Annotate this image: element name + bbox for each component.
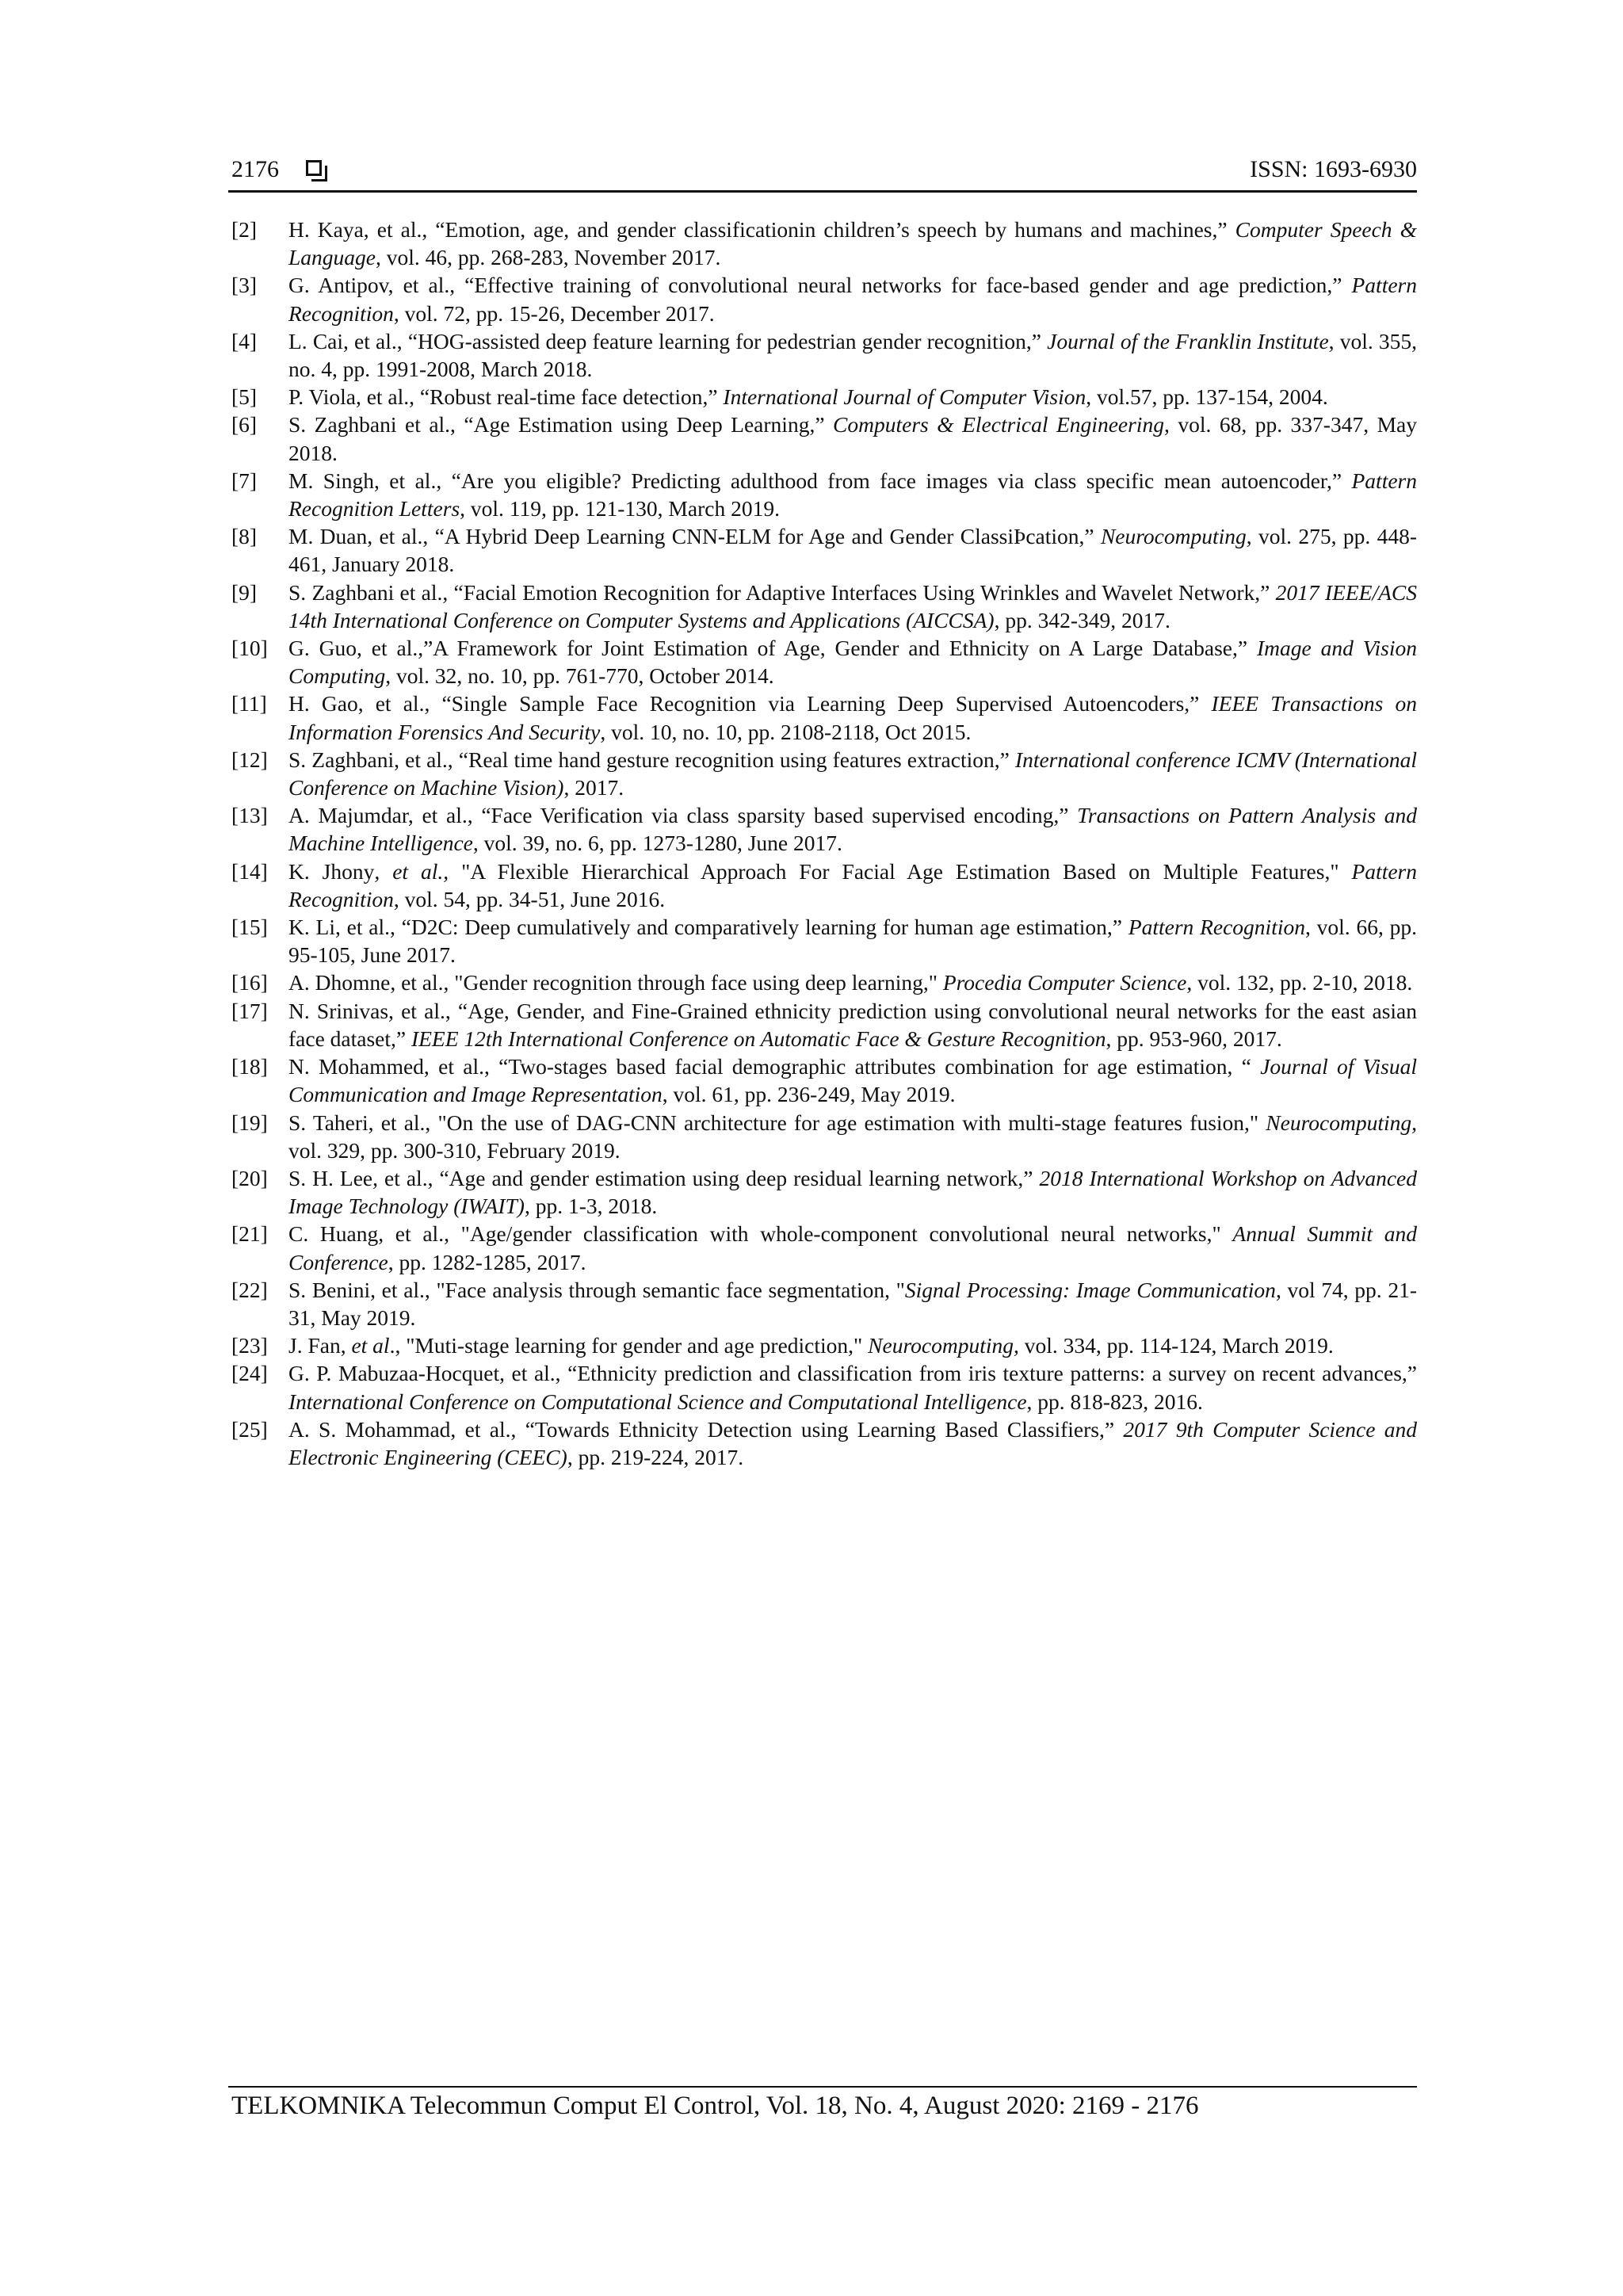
reference-number: [16] [231,970,268,995]
reference-text [288,271,1417,327]
reference-segment: N. Srinivas, et al., “Age, Gender, and Fine-Grained ethnicity prediction using convolutional neural networks for the east asian face dataset,” [288,998,1417,1051]
reference-segment: S. Benini, et al., "Face analysis through semantic face segmentation, " [288,1277,905,1302]
footer-rule [228,2086,1417,2088]
reference-number: [7] [231,468,258,493]
reference-text [288,1276,1417,1331]
checkbox-glyph-icon [306,160,322,176]
reference-number: [17] [231,998,268,1023]
reference-number: [9] [231,579,258,605]
reference-text [288,1052,1417,1108]
reference-segment: , pp. 1282-1285, 2017. [388,1249,586,1274]
reference-segment: "A Flexible Hierarchical Approach For Facial Age Estimation Based on Multiple Features," [449,858,1352,884]
reference-italic-segment: et al [351,1333,390,1358]
reference-item [231,913,1417,968]
reference-italic-segment: , et al., [374,858,449,884]
reference-segment: S. Zaghbani, et al., “Real time hand gesture recognition using features extraction,” [288,747,1015,772]
reference-text [288,1220,1417,1275]
reference-number: [23] [231,1333,268,1358]
reference-item [231,690,1417,745]
reference-italic-segment: Transactions on Pattern Analysis and Machine Intelligence [288,803,1417,856]
reference-text [288,690,1417,745]
reference-italic-segment: Pattern Recognition [288,273,1417,326]
reference-segment: , vol. 61, pp. 236-249, May 2019. [662,1082,956,1107]
reference-italic-segment: Procedia Computer Science [942,970,1187,995]
reference-item [231,801,1417,857]
reference-item [231,1331,1417,1359]
reference-italic-segment: Pattern Recognition [288,858,1417,911]
reference-item [231,327,1417,383]
reference-segment: , vol. 68, pp. 337-347, May 2018. [288,412,1417,465]
reference-segment: , pp. 818-823, 2016. [1026,1389,1203,1414]
reference-text [288,968,1417,996]
reference-item [231,746,1417,801]
reference-segment: , vol.57, pp. 137-154, 2004. [1086,384,1328,410]
reference-segment: , vol 74, pp. 21-31, May 2019. [288,1277,1417,1330]
header-rule [228,190,1417,193]
reference-text [288,522,1417,578]
reference-segment: , vol. 10, no. 10, pp. 2108-2118, Oct 2015. [600,719,972,744]
reference-italic-segment: International conference ICMV (International Conference on Machine Vision) [288,747,1417,800]
reference-segment: M. Singh, et al., “Are you eligible? Predicting adulthood from face images via class specific mean autoencoder,” [288,468,1352,493]
reference-segment: J. Fan, [288,1333,352,1358]
reference-number: [2] [231,217,258,242]
reference-segment: , vol. 119, pp. 121-130, March 2019. [460,496,780,521]
reference-segment: C. Huang, et al., "Age/gender classification with whole-component convolutional neural networks," [288,1221,1233,1247]
reference-item [231,579,1417,634]
reference-italic-segment: Neurocomputing, [1266,1110,1417,1135]
reference-italic-segment: Computer Speech & Language [288,217,1418,270]
reference-number: [5] [231,384,258,410]
reference-item [231,634,1417,690]
reference-item [231,968,1417,996]
reference-number: [10] [231,636,268,661]
reference-text [288,634,1417,690]
reference-number: [18] [231,1054,268,1079]
reference-text [288,1164,1417,1220]
reference-text [288,1331,1417,1359]
reference-item [231,411,1417,466]
reference-item [231,1415,1417,1471]
reference-italic-segment: 2018 International Workshop on Advanced Image Technology (IWAIT) [288,1165,1417,1219]
reference-number: [21] [231,1221,268,1247]
reference-italic-segment: International Conference on Computational Science and Computational Intelligence [288,1389,1027,1414]
reference-text [288,327,1417,383]
reference-number: [8] [231,524,258,549]
reference-number: [6] [231,412,258,437]
reference-segment: A. S. Mohammad, et al., “Towards Ethnicity Detection using Learning Based Classifiers,” [288,1416,1124,1442]
reference-list [231,216,1417,1471]
reference-segment: , vol. 355, no. 4, pp. 1991-2008, March 2018. [288,328,1418,382]
reference-italic-segment: Computers & Electrical Engineering [833,412,1164,437]
reference-segment: S. Taheri, et al., "On the use of DAG-CNN architecture for age estimation with multi-stage features fusion," [288,1110,1266,1135]
reference-number: [14] [231,858,268,884]
reference-text [288,579,1417,634]
reference-number: [24] [231,1361,268,1386]
reference-segment: P. Viola, et al., “Robust real-time face detection,” [288,384,724,410]
reference-segment: N. Mohammed, et al., “Two-stages based facial demographic attributes combination for age estimation, “ [288,1054,1261,1079]
reference-segment: ., "Muti-stage learning for gender and age prediction," [389,1333,869,1358]
reference-segment: , vol. 54, pp. 34-51, June 2016. [393,886,666,911]
reference-segment: S. Zaghbani et al., “Age Estimation using Deep Learning,” [288,412,834,437]
reference-text [288,1359,1417,1415]
reference-segment: G. Antipov, et al., “Effective training of convolutional neural networks for face-based gender and age prediction,” [288,273,1352,298]
reference-segment: vol. 329, pp. 300-310, February 2019. [288,1137,621,1163]
reference-segment: S. H. Lee, et al., “Age and gender estimation using deep residual learning network,” [288,1165,1040,1190]
reference-text [288,1109,1417,1164]
reference-item [231,383,1417,411]
reference-segment: , vol. 32, no. 10, pp. 761-770, October 2014. [385,663,774,689]
reference-italic-segment: IEEE Transactions on Information Forensics And Security [288,691,1417,744]
reference-italic-segment: International Journal of Computer Vision [723,384,1086,410]
reference-item [231,1052,1417,1108]
reference-text [288,467,1417,522]
reference-number: [4] [231,328,258,353]
page-number: 2176 [231,156,279,182]
reference-segment: , pp. 1-3, 2018. [524,1194,658,1219]
reference-segment: G. Guo, et al.,”A Framework for Joint Estimation of Age, Gender and Ethnicity on A Large Database,” [288,636,1257,661]
reference-segment: A. Dhomne, et al., "Gender recognition through face using deep learning," [288,970,943,995]
reference-italic-segment: 2017 9th Computer Science and Electronic Engineering (CEEC) [288,1416,1417,1469]
reference-italic-segment: Journal of Visual Communication and Image Representation [288,1054,1417,1107]
reference-segment: , vol. 39, no. 6, pp. 1273-1280, June 2017. [472,831,842,856]
reference-segment: vol. 334, pp. 114-124, March 2019. [1018,1333,1334,1358]
reference-segment: , pp. 219-224, 2017. [567,1444,744,1469]
reference-italic-segment: Image and Vision Computing [288,636,1417,689]
reference-segment: , vol. 66, pp. 95-105, June 2017. [288,915,1418,968]
reference-text [288,216,1417,271]
reference-segment: , 2017. [563,775,624,800]
reference-item [231,1276,1417,1331]
reference-item [231,1220,1417,1275]
reference-text [288,997,1417,1052]
reference-segment: H. Gao, et al., “Single Sample Face Recognition via Learning Deep Supervised Autoencoders,” [288,691,1212,716]
page-header [231,154,1417,190]
reference-segment: K. Li, et al., “D2C: Deep cumulatively and comparatively learning for human age estimation,” [288,915,1128,940]
reference-italic-segment: Signal Processing: Image Communication [904,1277,1276,1302]
reference-segment: S. Zaghbani et al., “Facial Emotion Recognition for Adaptive Interfaces Using Wrinkles and Wavelet Network,” [288,579,1276,605]
reference-item [231,1164,1417,1220]
reference-text [288,858,1417,913]
reference-italic-segment: Neurocomputing, [868,1333,1019,1358]
reference-segment: , pp. 953-960, 2017. [1106,1026,1282,1051]
reference-item [231,997,1417,1052]
reference-text [288,1415,1417,1471]
reference-item [231,271,1417,327]
reference-italic-segment: Neurocomputing [1100,524,1247,549]
reference-number: [25] [231,1416,268,1442]
reference-italic-segment: Pattern Recognition [1128,915,1305,940]
reference-segment: , vol. 132, pp. 2-10, 2018. [1186,970,1413,995]
issn-label: ISSN: 1693-6930 [1250,156,1417,182]
reference-number: [12] [231,747,268,772]
reference-segment: H. Kaya, et al., “Emotion, age, and gender classificationin children’s speech by humans and machines,” [288,217,1235,242]
reference-number: [22] [231,1277,268,1302]
reference-segment: A. Majumdar, et al., “Face Verification via class sparsity based supervised encoding,” [288,803,1078,828]
reference-italic-segment: Journal of the Franklin Institute [1047,328,1329,353]
reference-segment: , vol. 275, pp. 448-461, January 2018. [288,524,1417,577]
reference-number: [3] [231,273,258,298]
reference-item [231,1359,1417,1415]
reference-segment: , vol. 46, pp. 268-283, November 2017. [376,245,721,270]
reference-item [231,522,1417,578]
reference-text [288,801,1417,857]
reference-italic-segment: IEEE 12th International Conference on Automatic Face & Gesture Recognition [411,1026,1106,1051]
reference-text [288,746,1417,801]
reference-italic-segment: 2017 IEEE/ACS 14th International Conference on Computer Systems and Applications (AICCSA) [288,579,1417,632]
reference-italic-segment: Annual Summit and Conference [288,1221,1417,1274]
reference-item [231,467,1417,522]
reference-number: [20] [231,1165,268,1190]
reference-segment: K. Jhony [288,858,375,884]
reference-text [288,411,1417,466]
reference-segment: M. Duan, et al., “A Hybrid Deep Learning CNN-ELM for Age and Gender ClassiÞcation,” [288,524,1101,549]
reference-number: [13] [231,803,268,828]
reference-number: [11] [231,691,267,716]
reference-segment: , pp. 342-349, 2017. [994,607,1170,632]
reference-italic-segment: Pattern Recognition Letters [288,468,1417,521]
reference-text [288,383,1417,411]
reference-text [288,913,1417,968]
reference-segment: , vol. 72, pp. 15-26, December 2017. [393,300,715,326]
reference-number: [19] [231,1110,268,1135]
reference-segment: G. P. Mabuzaa-Hocquet, et al., “Ethnicity prediction and classification from iris texture patterns: a survey on recent advances,” [288,1361,1417,1386]
reference-item [231,1109,1417,1164]
reference-item [231,216,1417,271]
reference-segment: L. Cai, et al., “HOG-assisted deep feature learning for pedestrian gender recognition,” [288,328,1048,353]
reference-item [231,858,1417,913]
reference-number: [15] [231,915,268,940]
page-footer: TELKOMNIKA Telecommun Comput El Control, Vol. 18, No. 4, August 2020: 2169 - 2176 [231,2092,1199,2120]
